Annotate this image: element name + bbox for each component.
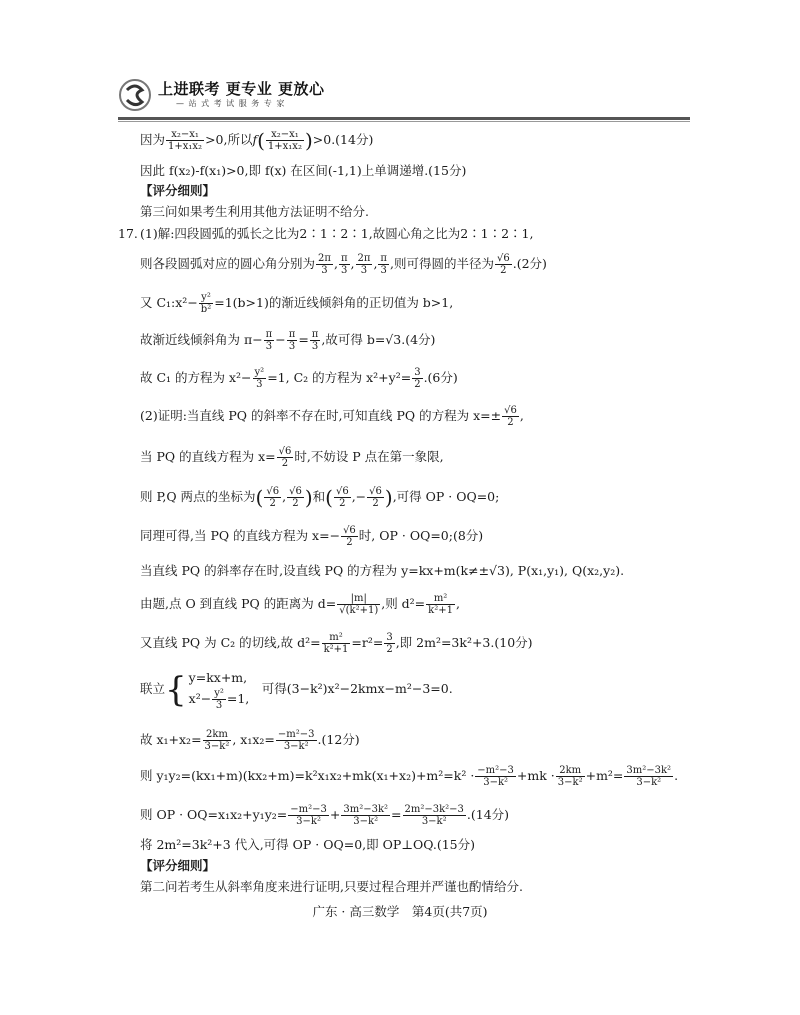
line-18: 故 x₁+x₂= $\frac{2km}{\text{3−k²}}$ , x₁x₂= $\frac{\text{−m²−3}}{\text{3−k²}}$ .(12分) [140,729,360,752]
page-footer: 广东 · 高三数学 第4页(共7页) [312,904,488,919]
line-6: 则各段圆弧对应的圆心角分别为 $\frac{2\pi}{3}$ , $\frac{\pi}{3}$ , $\frac{2\pi}{3}$ , $\frac{\pi}{3}$ ,则可得圆的半径为 $\frac{√6}{2}$ .(2分) [140,253,547,276]
header [118,76,690,116]
line-13: 同理可得,当 PQ 的直线方程为 x=− $\frac{√6}{2}$ 时, OP · OQ=0;(8分) [140,525,484,548]
logo-icon [118,78,152,112]
line-8: 故渐近线倾斜角为 π− $\frac{\pi}{3}$ − $\frac{\pi}{3}$ = $\frac{\pi}{3}$ ,故可得 b=√3.(4分) [140,329,436,352]
scoring-heading-1: 【评分细则】 [140,183,216,198]
line-11: 当 PQ 的直线方程为 x= $\frac{√6}{2}$ 时,不妨设 P 点在第一象限, [140,446,444,469]
line-14: 当直线 PQ 的斜率存在时,设直线 PQ 的方程为 y=kx+m(k≠±√3), P(x₁,y₁), Q(x₂,y₂). [140,563,625,578]
line-10: (2)证明:当直线 PQ 的斜率不存在时,可知直线 PQ 的方程为 x=± $\frac{√6}{2}$ , [140,405,524,428]
line-1: 因为 $\frac{\text{x₂−x₁}}{\text{1+x₁x₂}}$ >0,所以f( $\frac{\text{x₂−x₁}}{\text{1+x₁x₂}}$ )>0.(14分) [140,128,374,153]
line-7: 又 C₁:x²− $\frac{\text{y²}}{\text{b²}}$ =1(b>1)的渐近线倾斜角的正切值为 b>1, [140,292,454,315]
line-23: 第二问若考生从斜率角度来进行证明,只要过程合理并严谨也酌情给分. [140,879,523,894]
line-15: 由题,点 O 到直线 PQ 的距离为 d= $\frac{|m|}{\text{√(k²+1)}}$ ,则 d²= $\frac{\text{m²}}{\text{k²+1}}$ , [140,593,460,616]
line-20: 则 OP · OQ=x₁x₂+y₁y₂= $\frac{\text{−m²−3}}{\text{3−k²}}$ + $\frac{\text{3m²−3k²}}{\text{3−k²}}$ = $\frac{\text{2m²−3k²−3}}{\text{3−k²}}$ .(14分) [140,804,510,827]
line-4: 第三问如果考生利用其他方法证明不给分. [140,204,369,219]
line-17: 联立{ y=kx+m, x²− $\frac{\text{y²}}{3}$ =1, 可得(3−k²)x²−2kmx−m²−3=0. [140,669,453,711]
line-5: (1)解:四段圆弧的弧长之比为2∶1∶2∶1,故圆心角之比为2∶1∶2∶1, [140,226,534,241]
header-rule-thin [118,121,690,122]
scoring-heading-2: 【评分细则】 [140,858,216,873]
brand-title: 上进联考 更专业 更放心 [158,80,325,98]
line-16: 又直线 PQ 为 C₂ 的切线,故 d²= $\frac{\text{m²}}{\text{k²+1}}$ =r²= $\frac{3}{2}$ ,即 2m²=3k²+3.(10分) [140,632,533,655]
brand-tagline: — 站 式 考 试 服 务 专 家 [176,99,286,108]
question-number: 17. [118,226,138,241]
line-9: 故 C₁ 的方程为 x²− $\frac{\text{y²}}{3}$ =1, C₂ 的方程为 x²+y²= $\frac{3}{2}$ .(6分) [140,367,458,390]
header-rule [118,117,690,120]
line-19: 则 y₁y₂=(kx₁+m)(kx₂+m)=k²x₁x₂+mk(x₁+x₂)+m²=k² · $\frac{\text{−m²−3}}{\text{3−k²}}$ +mk · $\frac{2km}{\text{3−k²}}$ +m²= $\frac{\text{3m²−3k²}}{\text{3−k²}}$ . [140,765,679,788]
line-12: 则 P,Q 两点的坐标为( $\frac{√6}{2}$ , $\frac{√6}{2}$ )和( $\frac{√6}{2}$ ,− $\frac{√6}{2}$ ),可得 OP · OQ=0; [140,485,500,510]
line-2: 因此 f(x₂)-f(x₁)>0,即 f(x) 在区间(-1,1)上单调递增.(15分) [140,163,467,178]
line-21: 将 2m²=3k²+3 代入,可得 OP · OQ=0,即 OP⊥OQ.(15分) [140,837,476,852]
